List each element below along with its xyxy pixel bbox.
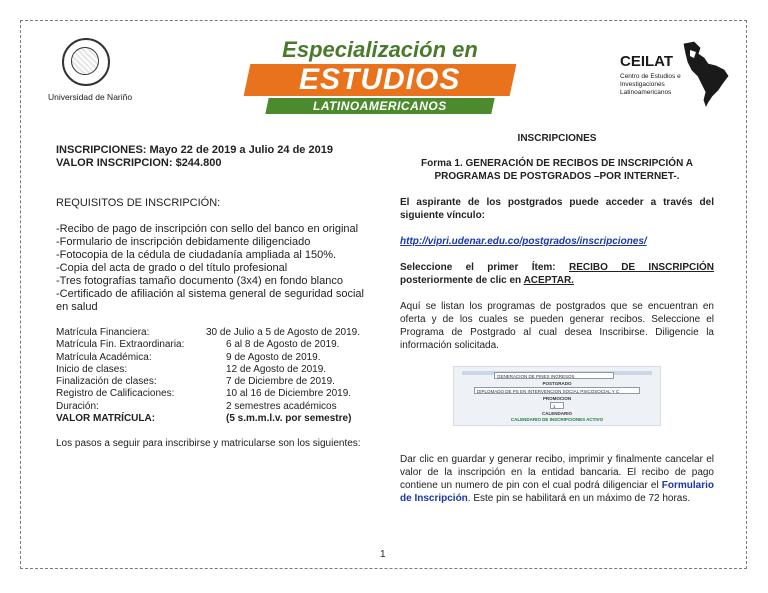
schedule-label: Inicio de clases: (56, 363, 128, 375)
banner-line3: LATINOAMERICANOS (313, 99, 447, 113)
right-column (400, 132, 714, 505)
seleccione-b: posteriormente de clic en (400, 275, 522, 286)
schedule-row (56, 364, 364, 376)
valor-inscripcion: VALOR INSCRIPCION: $244.800 (56, 157, 222, 169)
form-shot-select: DIPLOMADO DE PS EN INTERVENCION SOCIAL PSICOSOCIAL Y C (474, 387, 640, 394)
pasos-text: Los pasos a seguir para inscribirse y matricularse son los siguientes: (56, 438, 361, 450)
schedule-value: 12 de Agosto de 2019. (226, 363, 327, 375)
form-title: Forma 1. GENERACIÓN DE RECIBOS DE INSCRIPCIÓN A PROGRAMAS DE POSTGRADOS –POR INTERNET-. (421, 158, 693, 182)
banner-line1: Especialización en (282, 37, 478, 62)
valor-matricula-value: (5 s.m.m.l.v. por semestre) (226, 413, 352, 425)
schedule-label: Matrícula Financiera: (56, 327, 150, 338)
aceptar-text: ACEPTAR. (523, 275, 574, 286)
dar-clic-a: Dar clic en guardar y generar recibo, imprimir y finalmente cancelar el valor de la inscripción en la entidad bancaria. El recibo de pago contiene un numero de pin con el cual podrá diligenciar el (400, 454, 714, 491)
valor-matricula-row (56, 413, 364, 425)
requisitos-list (56, 223, 364, 314)
requisitos-title: REQUISITOS DE INSCRIPCIÓN: (56, 197, 221, 209)
dar-clic-text (400, 453, 714, 505)
schedule-row (56, 352, 364, 364)
form-screenshot (453, 366, 661, 426)
requisito-item: -Certificado de afiliación al sistema general de seguridad social en salud (56, 288, 364, 313)
ceilat-subtitle: Centro de Estudios e Investigaciones Latinoamericanos (620, 73, 681, 96)
schedule-row (56, 388, 364, 400)
recibo-item: RECIBO DE INSCRIPCIÓN (568, 262, 714, 273)
aqui-text: Aquí se listan los programas de postgrados que se encuentran en oferta y de los cuales se pueden generar recibos. Seleccione el Programa de Postgrado al cual desea Inscribirse. Diligencie la información solicitada. (400, 301, 714, 351)
requisito-item: -Copia del acta de grado o del título profesional (56, 262, 288, 274)
schedule-label: Duración: (56, 400, 99, 412)
inscripciones-link[interactable]: http://vipri.udenar.edu.co/postgrados/inscripciones/ (400, 236, 647, 247)
schedule-row (56, 327, 364, 339)
ceilat-logo (616, 38, 736, 108)
requisito-item: -Tres fotografías tamaño documento (3x4) en fondo blanco (56, 275, 343, 287)
banner-line2: ESTUDIOS (299, 63, 461, 96)
program-banner (240, 38, 520, 114)
seleccione-text (400, 261, 714, 287)
valor-matricula-label: VALOR MATRÍCULA: (56, 413, 156, 425)
schedule-row (56, 376, 364, 388)
form-shot-label: PROMOCION (542, 396, 572, 401)
schedule-label: Matrícula Fin. Extraordinaria: (56, 339, 185, 351)
schedule-value: 6 al 8 de Agosto de 2019. (226, 339, 340, 351)
form-shot-label: CALENDARIO DE INSCRIPCIONES ACTIVO (510, 417, 604, 422)
dar-clic-b: . Este pin se habilitará en un máximo de 72 horas. (467, 493, 691, 504)
ceilat-title: CEILAT (620, 53, 674, 70)
right-title: INSCRIPCIONES (517, 133, 597, 144)
schedule-value: 9 de Agosto de 2019. (226, 351, 321, 363)
university-logo (48, 38, 133, 102)
form-shot-select: 1 (550, 402, 564, 409)
aspirante-text: El aspirante de los postgrados puede acceder a través del siguiente vínculo: (400, 197, 714, 221)
schedule-label: Registro de Calificaciones: (56, 388, 175, 400)
left-column (56, 144, 364, 450)
university-name: Universidad de Nariño (48, 92, 133, 102)
university-seal-icon (62, 38, 110, 86)
inscripciones-dates: INSCRIPCIONES: Mayo 22 de 2019 a Julio 24 de 2019 (56, 144, 333, 156)
schedule-value: 10 al 16 de Diciembre 2019. (226, 388, 352, 400)
form-shot-label: CALENDARIO (542, 411, 572, 416)
requisito-item: -Formulario de inscripción debidamente diligenciado (56, 236, 311, 248)
requisito-item: -Fotocopia de la cédula de ciudadanía ampliada al 150%. (56, 249, 337, 261)
schedule-table (56, 327, 364, 425)
schedule-row (56, 401, 364, 413)
schedule-label: Matrícula Académica: (56, 351, 152, 363)
schedule-value: 30 de Julio a 5 de Agosto de 2019. (206, 327, 361, 338)
form-shot-select: GENERACION DE PINES INGRESOS (494, 372, 614, 379)
seleccione-a: Seleccione el primer Ítem: (400, 262, 556, 273)
latin-america-map-icon (678, 40, 732, 108)
page-number: 1 (380, 549, 386, 560)
schedule-value: 2 semestres académicos (226, 400, 337, 412)
form-shot-label: POSTGRADO (542, 381, 572, 386)
requisito-item: -Recibo de pago de inscripción con sello del banco en original (56, 223, 359, 235)
schedule-value: 7 de Diciembre de 2019. (226, 376, 335, 388)
formulario-link[interactable]: Formulario de Inscripción (400, 480, 714, 504)
schedule-label: Finalización de clases: (56, 376, 157, 388)
schedule-row (56, 339, 364, 351)
